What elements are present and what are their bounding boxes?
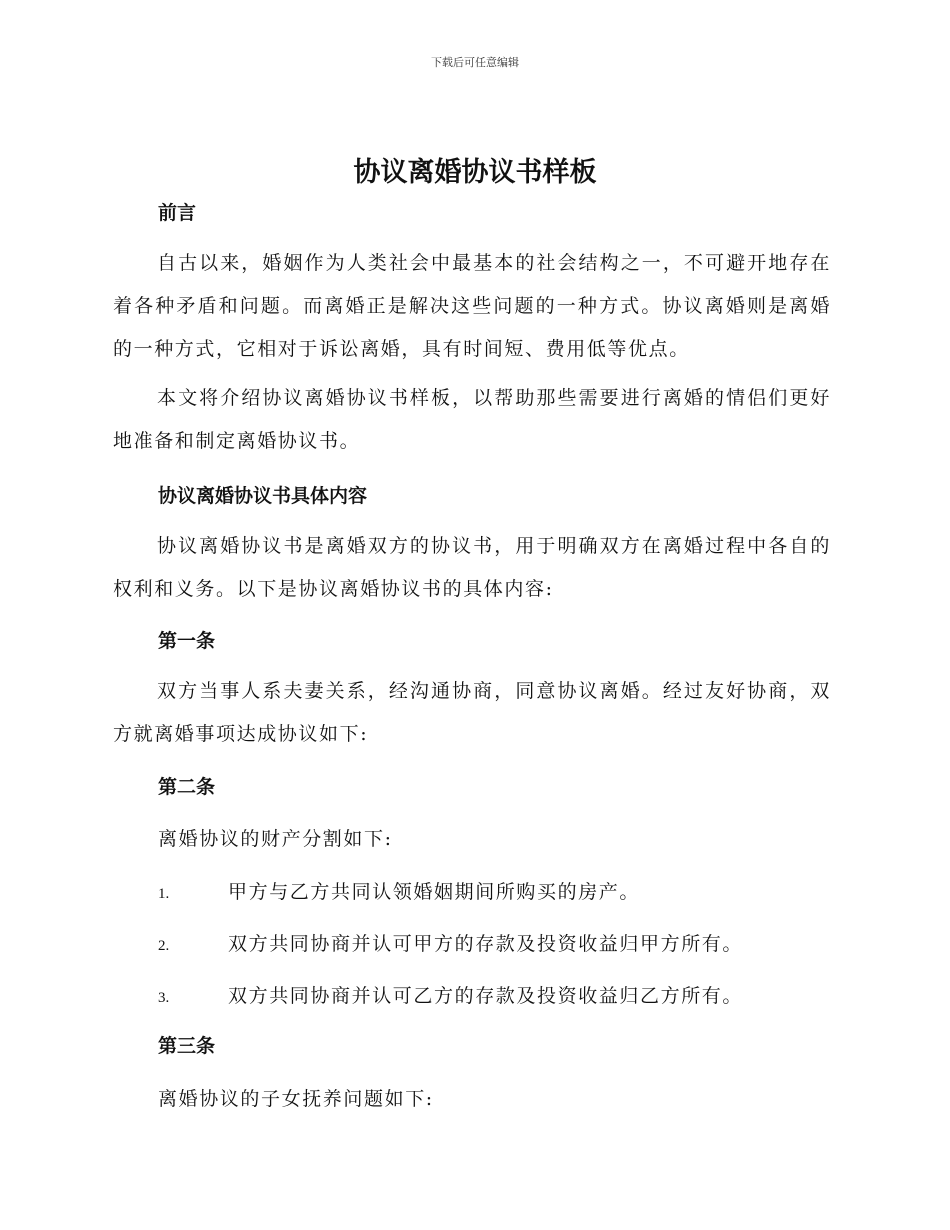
document-title: 协议离婚协议书样板: [353, 157, 597, 188]
header-note: 下载后可任意编辑: [431, 56, 519, 69]
list-item-number: 3.: [158, 990, 170, 1006]
list-item-text: 双方共同协商并认可甲方的存款及投资收益归甲方所有。: [228, 933, 744, 955]
list-item-number: 2.: [158, 938, 170, 954]
article-2-intro: 离婚协议的财产分割如下:: [158, 828, 393, 850]
paragraph-article-1: 双方当事人系夫妻关系，经沟通协商，同意协议离婚。经过友好协商，双方就离婚事项达成协议如下:: [113, 680, 831, 745]
paragraph-content-1: 协议离婚协议书是离婚双方的协议书，用于明确双方在离婚过程中各自的权利和义务。以下是协议离婚协议书的具体内容:: [113, 535, 831, 600]
article-3-intro: 离婚协议的子女抚养问题如下:: [158, 1088, 434, 1110]
article-heading-2: 第二条: [158, 776, 216, 798]
list-item: [158, 929, 838, 956]
article-heading-3: 第三条: [158, 1035, 216, 1057]
list-item: [158, 877, 838, 904]
article-heading-1: 第一条: [158, 630, 216, 652]
paragraph-preface-1: 自古以来，婚姻作为人类社会中最基本的社会结构之一，不可避开地存在着各种矛盾和问题。而离婚正是解决这些问题的一种方式。协议离婚则是离婚的一种方式，它相对于诉讼离婚，具有时间短、费用低等优点。: [113, 252, 831, 360]
list-item-text: 双方共同协商并认可乙方的存款及投资收益归乙方所有。: [228, 985, 744, 1007]
list-item: [158, 981, 838, 1008]
list-item-text: 甲方与乙方共同认领婚姻期间所购买的房产。: [228, 881, 641, 903]
section-heading-preface: 前言: [158, 202, 197, 224]
list-item-number: 1.: [158, 886, 170, 902]
section-heading-content: 协议离婚协议书具体内容: [158, 485, 368, 507]
paragraph-preface-2: 本文将介绍协议离婚协议书样板，以帮助那些需要进行离婚的情侣们更好地准备和制定离婚协议书。: [113, 387, 831, 452]
